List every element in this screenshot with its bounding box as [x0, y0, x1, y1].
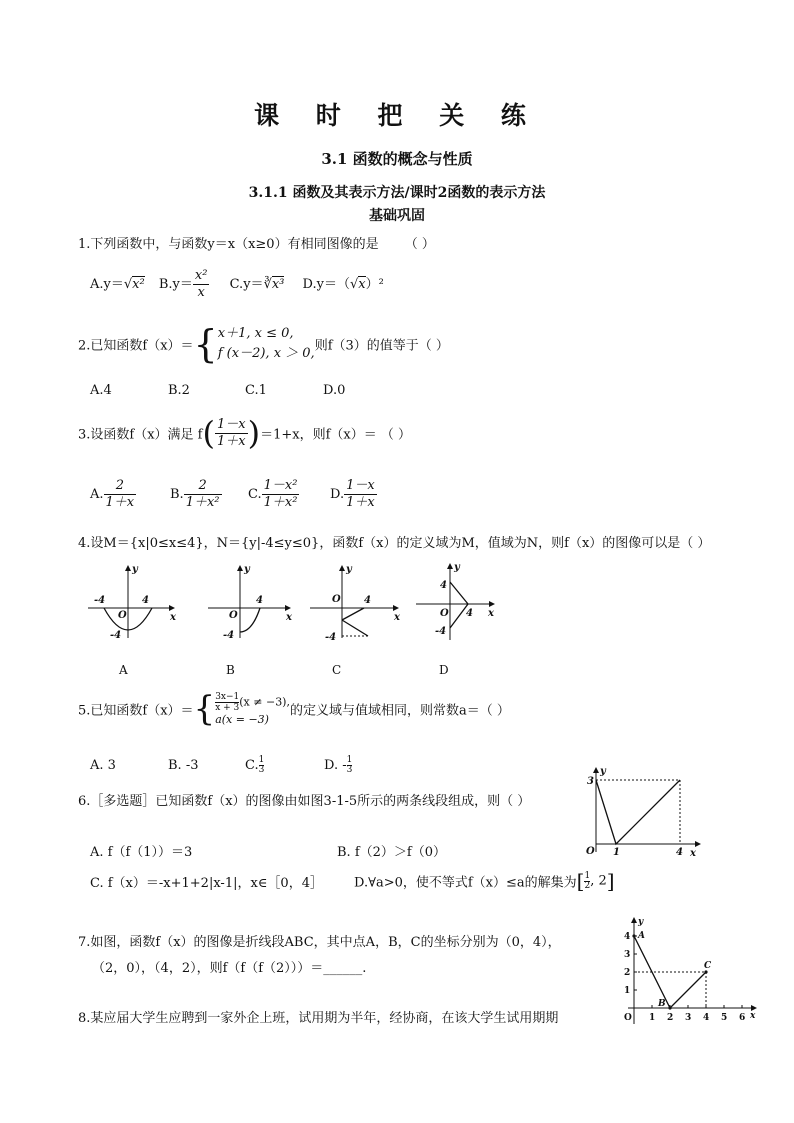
- q6-graph: [582, 764, 706, 858]
- q1-option-b-label: B.y＝: [158, 277, 193, 292]
- q6-tick-1: 1: [613, 847, 620, 858]
- q4-b-x-label: x: [286, 612, 292, 623]
- q4-c-tick-neg: -4: [325, 632, 337, 643]
- q2-tail: 则f（3）的值等于（ ）: [314, 338, 449, 354]
- q4-label-c: C: [332, 663, 342, 677]
- q7-x-label: x: [750, 1011, 756, 1021]
- q2-option-a: A.4: [90, 383, 112, 398]
- q7-y-tick-label: 2: [624, 968, 631, 978]
- q4-c-y-label: y: [346, 564, 352, 575]
- q5-option-d-num: 1: [346, 755, 353, 765]
- section-title: 3.1 函数的概念与性质: [321, 150, 473, 168]
- q3-option-b-num: 2: [184, 478, 222, 495]
- q6-option-d-den: 2: [584, 880, 591, 891]
- q5-cases: [215, 692, 290, 727]
- q7-origin: O: [624, 1013, 632, 1023]
- q6-option-d-label: D.∀a>0，使不等式f（x）≤a的解集为: [354, 875, 577, 891]
- q4-graph-d: [416, 564, 494, 640]
- q7-x-tick-label: 6: [739, 1013, 746, 1023]
- q3-arg-num: 1－x: [216, 416, 246, 432]
- q3-option-a-num: 2: [104, 478, 137, 495]
- q4-a-origin: O: [118, 610, 127, 621]
- q5-case1-cond: (x ≠ −3),: [239, 695, 290, 708]
- q4-d-tick-pos-y: 4: [440, 580, 447, 591]
- q4-b-y-label: y: [244, 564, 250, 575]
- page-title: 课 时 把 关 练: [254, 101, 540, 130]
- q5-options: [90, 756, 352, 775]
- q3-option-c-den: 1＋x²: [263, 495, 298, 510]
- q2-case-2: f (x－2), x ＞ 0,: [217, 346, 315, 361]
- q5-case-2: a(x = −3): [215, 712, 269, 726]
- q2-case-1: x＋1, x ≤ 0,: [217, 326, 294, 341]
- q5-brace: {: [193, 689, 216, 729]
- q7-graph: [616, 914, 762, 1032]
- q4-d-tick-neg: -4: [435, 626, 447, 637]
- q5-option-d-den: 3: [346, 765, 353, 775]
- q2-option-c: C.1: [245, 383, 267, 398]
- q5-case1-den: x + 3: [215, 702, 240, 713]
- q7-y-tick-label: 1: [624, 986, 631, 996]
- q1-option-b-den: x: [197, 285, 205, 300]
- q5-stem: [78, 690, 510, 728]
- q7-x-tick-label: 3: [685, 1013, 692, 1023]
- q3-option-b-label: B.: [170, 487, 184, 502]
- q3-option-c-num: 1－x²: [263, 478, 298, 493]
- q8-stem: 8.某应届大学生应聘到一家外企上班，试用期为半年，经协商，在该大学生试用期期: [78, 1011, 559, 1026]
- q5-option-d: [324, 755, 353, 775]
- q4-a-y-label: y: [132, 564, 138, 575]
- q3-option-a-den: 1＋x: [105, 495, 135, 510]
- q1-option-d: D.y＝（√x）²: [302, 277, 384, 292]
- q4-label-a: A: [119, 663, 128, 677]
- q7-point-a-label: A: [638, 931, 645, 941]
- q6-tick-4: 4: [676, 847, 683, 858]
- q1-option-a: A.y＝√x²: [90, 277, 145, 292]
- q1-option-a-radicand: x²: [132, 277, 145, 292]
- q5-option-c-label: C.: [245, 758, 259, 773]
- q5-option-c: [245, 756, 324, 775]
- q3-option-d-label: D.: [330, 487, 345, 502]
- q4-b-tick-neg: -4: [223, 630, 235, 641]
- q5-stem-text: 5.已知函数f（x）＝: [78, 703, 194, 719]
- q3-option-d-num: 1－x: [346, 478, 375, 493]
- q3-option-c-label: C.: [248, 487, 262, 502]
- q5-option-d-label: D. -: [324, 758, 347, 773]
- q1-option-c-radicand: x³: [271, 277, 285, 292]
- q4-c-origin: O: [332, 594, 341, 605]
- q1-options: [90, 268, 384, 301]
- q3-option-d-den: 1＋x: [346, 495, 375, 510]
- q5-option-b: B. -3: [168, 758, 199, 773]
- q4-a-x-label: x: [170, 612, 176, 623]
- q4-c-tick-pos: 4: [364, 595, 371, 606]
- q7-line-2: （2，0），（4，2），则f（f（f（2）））＝______.: [92, 961, 367, 976]
- q2-option-b: B.2: [168, 383, 190, 398]
- q7-y-tick-label: 4: [624, 932, 631, 942]
- q1-paren: （ ）: [404, 237, 435, 252]
- q7-point-b-label: B: [658, 999, 666, 1009]
- q5-option-a: A. 3: [90, 758, 116, 773]
- q3-option-b: [170, 478, 248, 511]
- q4-b-tick-pos: 4: [256, 595, 263, 606]
- q4-graph-b: [208, 566, 290, 638]
- q6-x-label: x: [690, 848, 696, 858]
- q2-stem-text: 2.已知函数f（x）＝: [78, 338, 194, 354]
- q3-option-a-label: A.: [90, 487, 104, 502]
- q4-d-y-label: y: [454, 562, 460, 573]
- q4-d-origin: O: [440, 608, 449, 619]
- q4-d-x-label: x: [488, 608, 494, 619]
- q1-option-d-end: ）²: [365, 277, 384, 292]
- q4-d-tick-pos-x: 4: [466, 608, 473, 619]
- q1-stem: [78, 233, 435, 252]
- q3-tail: ＝1+x，则f（x）＝ （ ）: [260, 427, 411, 443]
- q7-point-0: [632, 934, 635, 937]
- q5-tail: 的定义域与值域相同，则常数a＝（ ）: [289, 703, 510, 719]
- q5-case1-num: 3x−1: [215, 691, 240, 702]
- q6-tick-3: 3: [587, 776, 594, 787]
- q1-option-c: C.y＝∛x³: [229, 277, 285, 292]
- q7-x-tick-label: 4: [703, 1013, 710, 1023]
- q7-x-tick-label: 2: [667, 1013, 674, 1023]
- q6-y-label: y: [600, 766, 606, 777]
- q5-option-c-den: 3: [258, 765, 265, 775]
- q7-y-label: y: [638, 917, 644, 927]
- q3-option-a: [90, 478, 170, 511]
- q7-point-1: [668, 1006, 671, 1009]
- q1-option-d-radicand: x: [358, 277, 366, 292]
- q6-option-d-end: , 2: [590, 873, 607, 889]
- q3-arg-den: 1＋x: [216, 433, 246, 449]
- q3-stem-text: 3.设函数f（x）满足 f: [78, 427, 203, 443]
- q6-stem: 6.［多选题］已知函数f（x）的图像由如图3-1-5所示的两条线段组成，则（ ）: [78, 794, 531, 809]
- q3-stem: 3.设函数f（x）满足 f( $\frac{1-x}{1+x}$ )＝1+x，则f（x）＝ （ ）: [78, 414, 411, 452]
- q6-option-c: C. f（x）＝-x+1+2|x-1|，x∈［0，4］: [90, 876, 323, 891]
- q3-options: [90, 478, 377, 511]
- q4-c-x-label: x: [394, 612, 400, 623]
- q2-options: [90, 383, 345, 398]
- level-label: 基础巩固: [369, 208, 425, 224]
- q4-graphs: [80, 560, 510, 680]
- q5-option-c-num: 1: [258, 755, 265, 765]
- q1-option-d-label: D.y＝（: [302, 277, 350, 292]
- q1-stem-text: 1.下列函数中，与函数y＝x（x≥0）有相同图像的是: [78, 237, 379, 252]
- q4-a-tick-neg-x: -4: [94, 595, 106, 606]
- q4-a-tick-pos: 4: [142, 595, 149, 606]
- q7-line-1: 7.如图，函数f（x）的图像是折线段ABC，其中点A，B，C的坐标分别为（0，4），: [78, 935, 561, 950]
- q3-option-d: [330, 478, 377, 510]
- q4-b-origin: O: [229, 610, 238, 621]
- q5-case-1: [215, 692, 290, 713]
- q4-a-tick-neg-y: -4: [110, 630, 122, 641]
- q4-stem: 4.设M＝{x|0≤x≤4}，N＝{y|-4≤y≤0}，函数f（x）的定义域为M，值域为N，则f（x）的图像可以是（ ）: [78, 536, 711, 551]
- q6-option-d-num: 1: [584, 870, 591, 881]
- q7-y-tick-label: 3: [624, 950, 631, 960]
- q6-option-b: B. f（2）＞f（0）: [337, 845, 446, 860]
- q4-graph-c: [310, 566, 398, 638]
- q6-origin: O: [586, 846, 595, 857]
- q6-option-d: D.∀a>0，使不等式f（x）≤a的解集为[ $\frac{1}{2}$ , 2]: [354, 869, 615, 893]
- q2-cases: [218, 324, 315, 364]
- q1-option-a-label: A.y＝: [90, 277, 124, 292]
- q4-label-b: B: [226, 663, 235, 677]
- q7-point-c-label: C: [704, 961, 712, 971]
- q7-x-tick-label: 5: [721, 1013, 728, 1023]
- q6-option-a: A. f（f（1））＝3: [90, 845, 193, 860]
- q1-option-b: [158, 268, 214, 300]
- q3-option-c: [248, 478, 330, 511]
- q1-option-c-label: C.y＝: [229, 277, 264, 292]
- q4-label-d: D: [439, 663, 449, 677]
- q1-option-b-num: x²: [194, 268, 208, 283]
- q7-x-tick-label: 1: [649, 1013, 656, 1023]
- q3-option-b-den: 1＋x²: [185, 495, 220, 510]
- subsection-title: 3.1.1 函数及其表示方法/课时2函数的表示方法: [248, 185, 546, 201]
- q2-brace: {: [193, 322, 218, 366]
- q2-stem: [78, 324, 449, 364]
- q2-option-d: D.0: [323, 383, 346, 398]
